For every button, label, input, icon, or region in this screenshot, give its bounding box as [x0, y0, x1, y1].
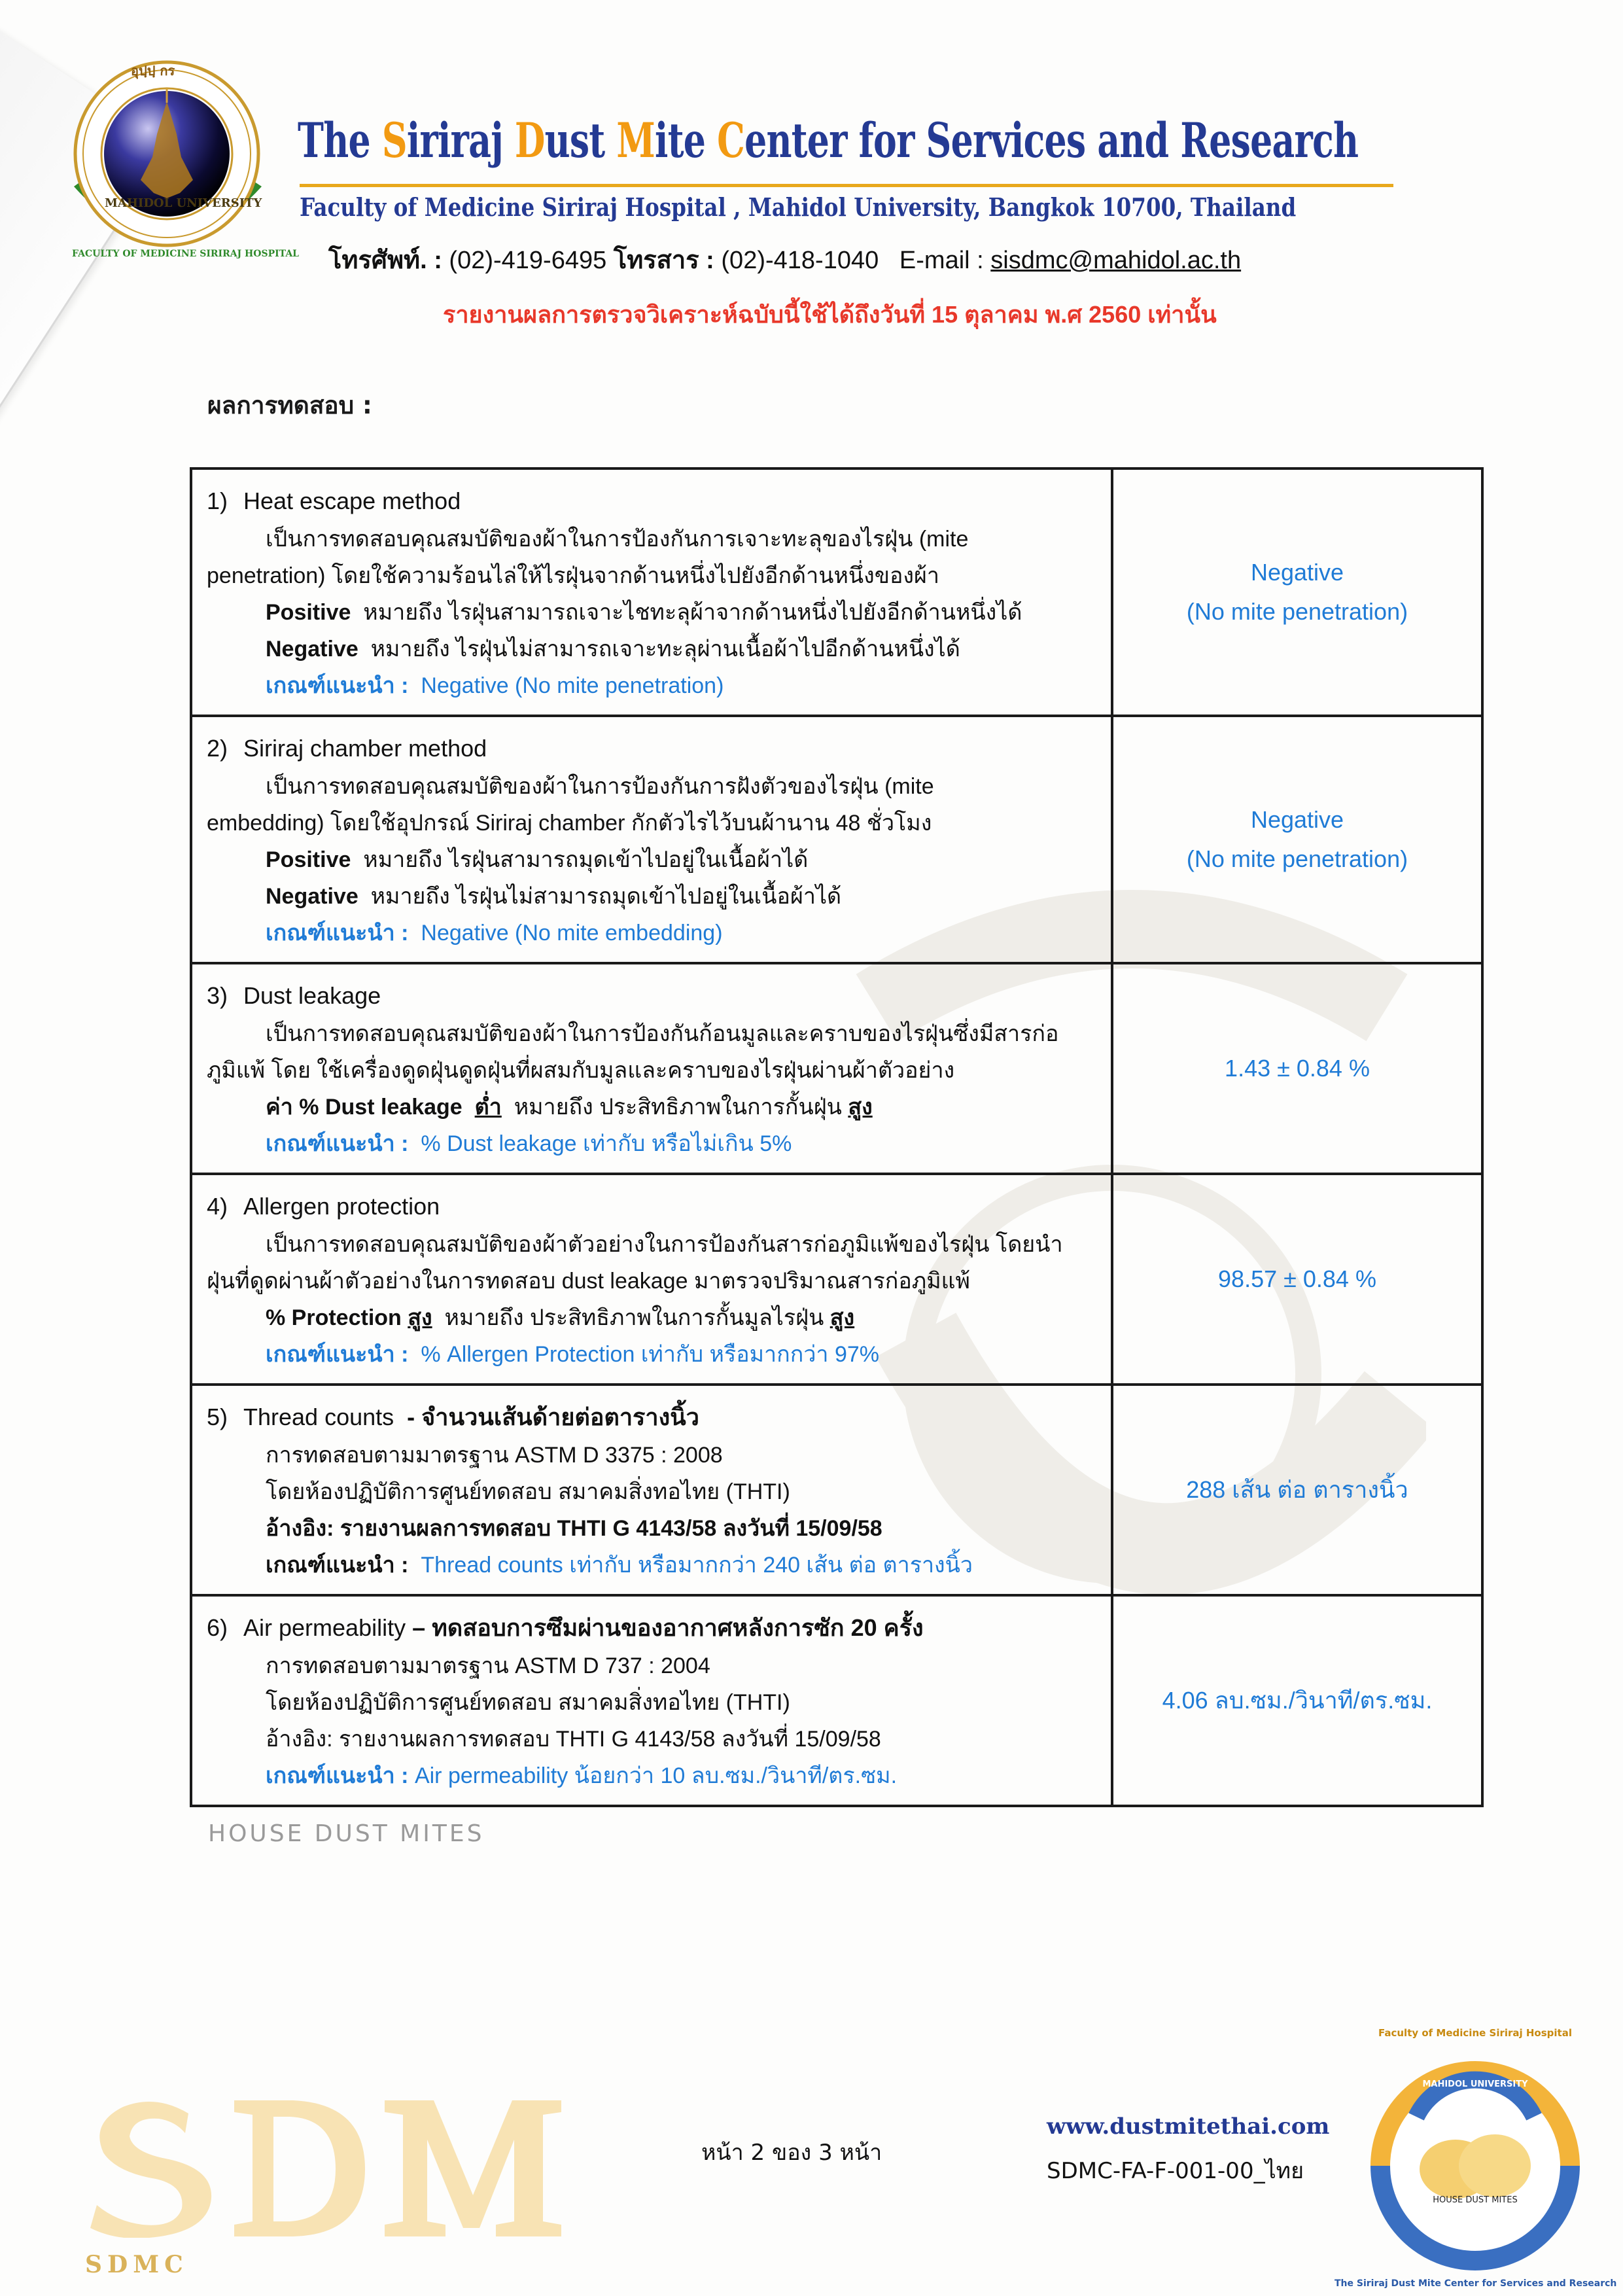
page-number: หน้า 2 ของ 3 หน้า: [701, 2140, 882, 2166]
meaning-prefix: % Protection: [266, 1305, 402, 1330]
test-description-cell: [191, 468, 1112, 716]
lab-line: โดยห้องปฏิบัติการศูนย์ทดสอบ สมาคมสิ่งทอไทย (THTI): [266, 1479, 790, 1504]
logo-banner-text: FACULTY OF MEDICINE SIRIRAJ HOSPITAL: [72, 249, 300, 259]
negative-label: Negative: [266, 637, 358, 662]
faculty-address: Faculty of Medicine Siriraj Hospital , Mahidol University, Bangkok 10700, Thailand: [300, 192, 1297, 222]
sdmc-watermark: SDMC: [85, 2251, 188, 2278]
result-value: 4.06 ลบ.ซม./วินาที/ตร.ซม.: [1162, 1687, 1433, 1714]
negative-label: Negative: [266, 884, 358, 909]
test-desc-line: penetration) โดยใช้ความร้อนไล่ให้ไรฝุ่นจากด้านหนึ่งไปยังอีกด้านหนึ่งของผ้า: [207, 563, 940, 588]
title-ite: ite: [655, 113, 718, 169]
criteria-value: % Allergen Protection เท่ากับ หรือมากกว่า 97%: [421, 1342, 879, 1367]
title-rest: enter for Services and Research: [744, 113, 1359, 169]
result-value: Negative: [1250, 806, 1344, 833]
test-title: [207, 1608, 1099, 1648]
test-number: 3): [207, 982, 228, 1009]
criteria-label: เกณฑ์แนะนำ :: [266, 1131, 409, 1156]
meaning-end: สูง: [848, 1095, 873, 1120]
negative-definition: [207, 631, 1099, 667]
negative-text: หมายถึง ไรฝุ่นไม่สามารถเจาะทะลุผ่านเนื้อผ้าไปอีกด้านหนึ่งได้: [370, 637, 960, 662]
test-desc-line: เป็นการทดสอบคุณสมบัติของผ้าตัวอย่างในการป้องกันสารก่อภูมิแพ้ของไรฝุ่น โดยนำ: [266, 1232, 1063, 1257]
title-ust: ust: [544, 113, 617, 169]
email-link[interactable]: sisdmc@mahidol.ac.th: [990, 247, 1242, 274]
test-result-cell: [1112, 1385, 1482, 1595]
table-row: [191, 1385, 1482, 1595]
fax-label: โทรสาร :: [613, 247, 714, 274]
title-initial-s: S: [381, 113, 407, 169]
test-desc-line: เป็นการทดสอบคุณสมบัติของผ้าในการป้องกันก้อนมูลและคราบของไรฝุ่นซึ่งมีสารก่อ: [266, 1021, 1059, 1046]
test-title: [207, 1398, 1099, 1437]
negative-text: หมายถึง ไรฝุ่นไม่สามารถมุดเข้าไปอยู่ในเนื้อผ้าได้: [370, 884, 842, 909]
center-title: [298, 113, 1358, 169]
result-detail: (No mite penetration): [1186, 845, 1408, 872]
test-result-cell: [1112, 1174, 1482, 1385]
criteria-label: เกณฑ์แนะนำ :: [266, 673, 409, 698]
reference-line: อ้างอิง: รายงานผลการทดสอบ THTI G 4143/58 ลงวันที่ 15/09/58: [266, 1516, 882, 1541]
table-row: [191, 716, 1482, 963]
header-divider: [300, 184, 1393, 187]
criteria-line: [207, 1547, 1099, 1583]
phone-label: โทรศัพท์. :: [328, 247, 442, 274]
standard-line: การทดสอบตามมาตรฐาน ASTM D 737 : 2004: [266, 1653, 710, 1678]
meaning-line: [207, 1089, 1099, 1125]
test-description-cell: [191, 716, 1112, 963]
validity-notice: รายงานผลการตรวจวิเคราะห์ฉบับนี้ใช้ได้ถึงวันที่ 15 ตุลาคม พ.ศ 2560 เท่านั้น: [443, 301, 1217, 328]
sdmc-watermark-letters-icon: [77, 2087, 653, 2238]
test-number: 6): [207, 1614, 228, 1641]
criteria-label: เกณฑ์แนะนำ :: [266, 1763, 409, 1788]
contact-line: [328, 239, 1241, 279]
logo-ring-top-text: อุปฺปฺ กร: [131, 63, 175, 79]
meaning-end: สูง: [829, 1305, 855, 1330]
meaning-key: สูง: [408, 1305, 432, 1330]
test-result-cell: [1112, 716, 1482, 963]
logo-ring-text: MAHIDOL UNIVERSITY: [105, 196, 262, 210]
positive-text: หมายถึง ไรฝุ่นสามารถมุดเข้าไปอยู่ในเนื้อผ้าได้: [363, 847, 809, 872]
criteria-label: เกณฑ์แนะนำ :: [266, 921, 409, 945]
meaning-line: [207, 1299, 1099, 1336]
email-label: E-mail :: [899, 247, 984, 274]
positive-text: หมายถึง ไรฝุ่นสามารถเจาะไชทะลุผ้าจากด้านหนึ่งไปยังอีกด้านหนึ่งได้: [363, 600, 1022, 625]
test-desc-line: ฝุ่นที่ดูดผ่านผ้าตัวอย่างในการทดสอบ dust leakage มาตรวจปริมาณสารก่อภูมิแพ้: [207, 1269, 970, 1294]
positive-label: Positive: [266, 600, 351, 625]
table-row: [191, 1595, 1482, 1806]
criteria-line: [207, 1336, 1099, 1373]
standard-line: การทดสอบตามมาตรฐาน ASTM D 3375 : 2008: [266, 1443, 723, 1468]
results-heading: ผลการทดสอบ :: [207, 391, 372, 419]
lab-line: โดยห้องปฏิบัติการศูนย์ทดสอบ สมาคมสิ่งทอไทย (THTI): [266, 1690, 790, 1715]
document-code: SDMC-FA-F-001-00_ไทย: [1047, 2158, 1304, 2184]
reference-line: อ้างอิง: รายงานผลการทดสอบ THTI G 4143/58 ลงวันที่ 15/09/58: [266, 1727, 881, 1752]
website-link[interactable]: www.dustmitethai.com: [1047, 2113, 1330, 2140]
criteria-label: เกณฑ์แนะนำ :: [266, 1553, 409, 1578]
criteria-label: เกณฑ์แนะนำ :: [266, 1342, 409, 1367]
table-row: [191, 1174, 1482, 1385]
table-row: [191, 963, 1482, 1174]
title-initial-c: C: [717, 113, 745, 169]
result-value: 288 เส้น ต่อ ตารางนิ้ว: [1186, 1476, 1408, 1503]
seal-top-text: Faculty of Medicine Siriraj Hospital: [1378, 2027, 1572, 2039]
title-the: The: [298, 113, 382, 169]
fax-number: (02)-418-1040: [721, 247, 879, 274]
criteria-value: Negative (No mite embedding): [421, 921, 723, 945]
test-description-cell: [191, 1174, 1112, 1385]
phone-number: (02)-419-6495: [449, 247, 607, 274]
test-name: Siriraj chamber method: [243, 735, 487, 762]
criteria-line: [207, 1125, 1099, 1162]
title-iriraj: iriraj: [406, 113, 515, 169]
seal-inner-text: MAHIDOL UNIVERSITY: [1422, 2079, 1528, 2089]
result-detail: (No mite penetration): [1186, 598, 1408, 625]
positive-label: Positive: [266, 847, 351, 872]
test-title: [207, 976, 1099, 1016]
positive-definition: [207, 841, 1099, 878]
criteria-value: Air permeability น้อยกว่า 10 ลบ.ซม./วินาที/ตร.ซม.: [414, 1763, 898, 1788]
table-row: [191, 468, 1482, 716]
watermark-text: HOUSE DUST MITES: [208, 1820, 485, 1847]
positive-definition: [207, 594, 1099, 631]
criteria-line: [207, 915, 1099, 951]
test-title: [207, 729, 1099, 768]
negative-definition: [207, 878, 1099, 915]
test-number: 1): [207, 487, 228, 514]
test-name: Thread counts: [243, 1404, 394, 1430]
test-desc-line: เป็นการทดสอบคุณสมบัติของผ้าในการป้องกันการเจาะทะลุของไรฝุ่น (mite: [266, 527, 969, 552]
test-number: 2): [207, 735, 228, 762]
test-title: [207, 1187, 1099, 1226]
test-desc-line: ภูมิแพ้ โดย ใช้เครื่องดูดฝุ่นดูดฝุ่นที่ผสมกับมูลและคราบของไรฝุ่นผ่านผ้าตัวอย่าง: [207, 1058, 955, 1083]
test-desc-line: embedding) โดยใช้อุปกรณ์ Siriraj chamber กักตัวไรไว้บนผ้านาน 48 ชั่วโมง: [207, 811, 932, 836]
seal-bottom-text: The Siriraj Dust Mite Center for Services and Research: [1335, 2278, 1617, 2289]
test-number: 5): [207, 1404, 228, 1430]
test-number: 4): [207, 1193, 228, 1220]
criteria-line: [207, 667, 1099, 704]
seal-center-text: HOUSE DUST MITES: [1433, 2195, 1518, 2205]
test-name-thai: – ทดสอบการซึมผ่านของอากาศหลังการซัก 20 ครั้ง: [412, 1614, 924, 1641]
criteria-value: Negative (No mite penetration): [421, 673, 724, 698]
test-description-cell: [191, 1595, 1112, 1806]
criteria-value: Thread counts เท่ากับ หรือมากกว่า 240 เส้น ต่อ ตารางนิ้ว: [421, 1553, 973, 1578]
meaning-key: ต่ำ: [474, 1095, 502, 1120]
test-result-cell: [1112, 468, 1482, 716]
test-description-cell: [191, 1385, 1112, 1595]
test-description-cell: [191, 963, 1112, 1174]
test-name: Air permeability: [243, 1614, 406, 1641]
title-initial-m: M: [616, 113, 655, 169]
meaning-text: หมายถึง ประสิทธิภาพในการกั้นมูลไรฝุ่น: [444, 1305, 824, 1330]
criteria-value: % Dust leakage เท่ากับ หรือไม่เกิน 5%: [421, 1131, 792, 1156]
result-value: Negative: [1250, 559, 1344, 586]
criteria-line: [207, 1757, 1099, 1794]
test-name: Allergen protection: [243, 1193, 440, 1220]
test-name: Dust leakage: [243, 982, 381, 1009]
meaning-text: หมายถึง ประสิทธิภาพในการกั้นฝุ่น: [514, 1095, 842, 1120]
test-result-cell: [1112, 1595, 1482, 1806]
result-value: 1.43 ± 0.84 %: [1225, 1055, 1370, 1082]
test-result-cell: [1112, 963, 1482, 1174]
title-initial-d: D: [514, 113, 545, 169]
result-value: 98.57 ± 0.84 %: [1218, 1265, 1376, 1292]
meaning-prefix: ค่า % Dust leakage: [266, 1095, 462, 1120]
test-title: [207, 482, 1099, 521]
results-table: [190, 467, 1484, 1807]
test-name-thai: - จำนวนเส้นด้ายต่อตารางนิ้ว: [407, 1404, 700, 1430]
test-desc-line: เป็นการทดสอบคุณสมบัติของผ้าในการป้องกันการฝังตัวของไรฝุ่น (mite: [266, 774, 934, 799]
test-name: Heat escape method: [243, 487, 461, 514]
